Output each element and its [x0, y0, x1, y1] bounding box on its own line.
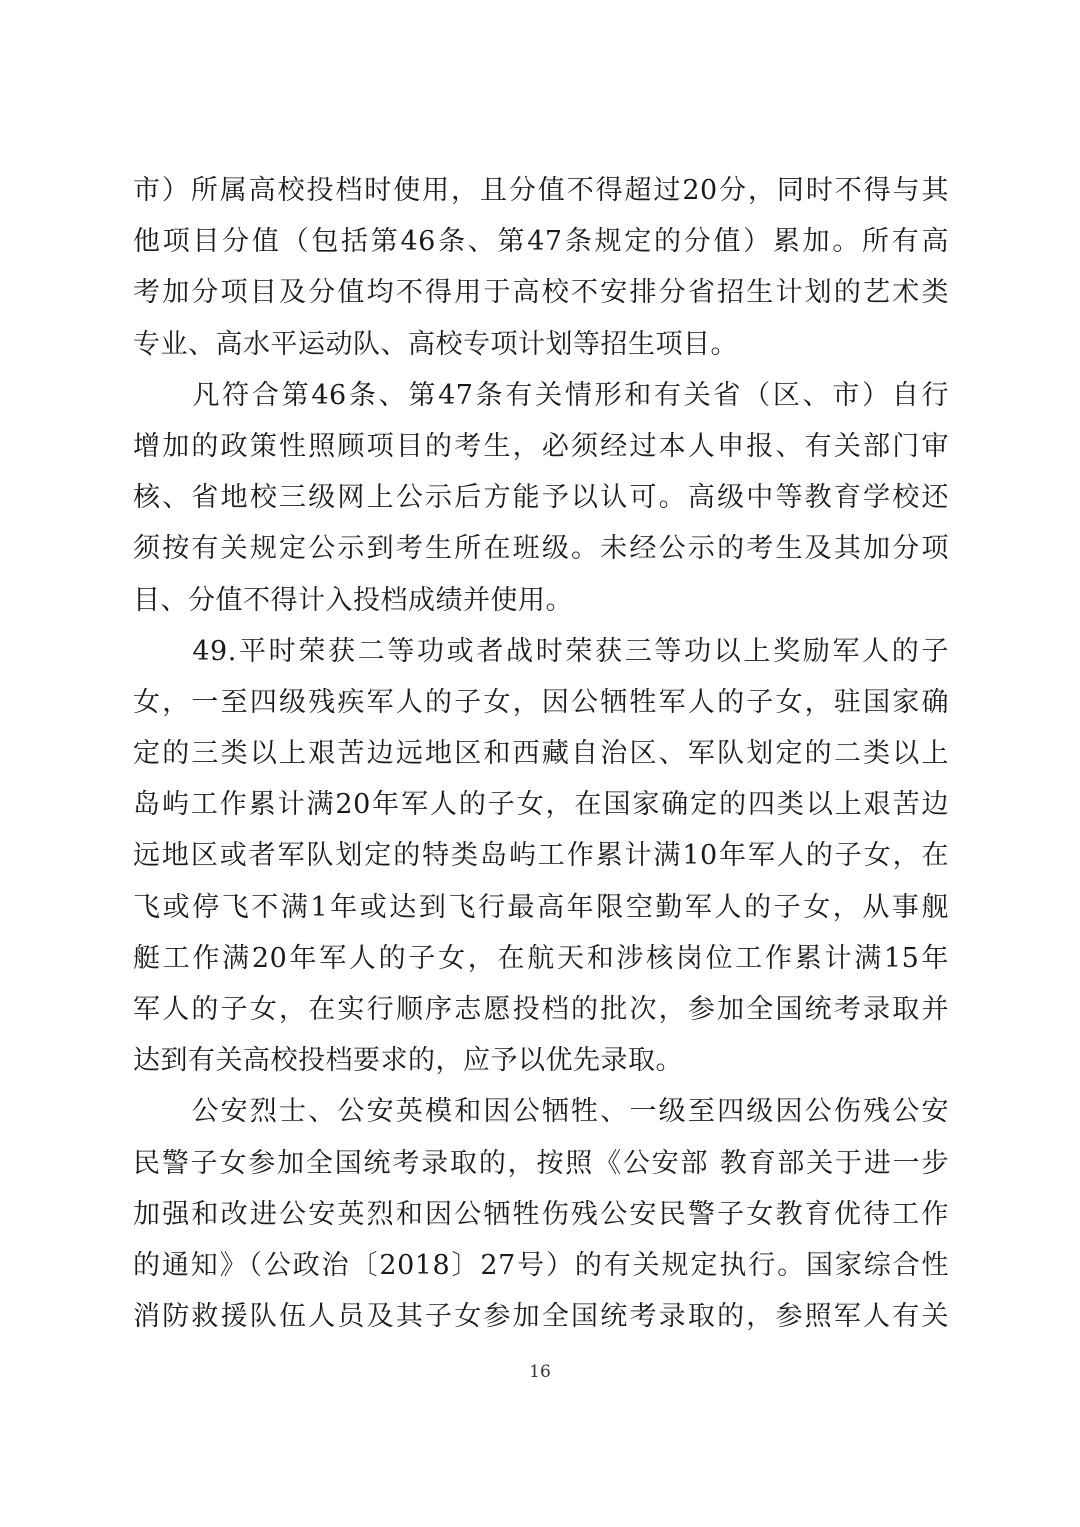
text-line: 考加分项目及分值均不得用于高校不安排分省招生计划的艺术类 — [133, 277, 949, 309]
text-line: 49.平时荣获二等功或者战时荣获三等功以上奖励军人的子 — [133, 635, 949, 667]
text-line: 岛屿工作累计满20年军人的子女，在国家确定的四类以上艰苦边 — [133, 789, 949, 821]
text-line: 远地区或者军队划定的特类岛屿工作累计满10年军人的子女，在 — [133, 840, 949, 872]
document-body — [133, 165, 949, 1342]
text-line: 艇工作满20年军人的子女，在航天和涉核岗位工作累计满15年 — [133, 942, 949, 974]
text-line: 公安烈士、公安英模和因公牺牲、一级至四级因公伤残公安 — [133, 1096, 949, 1128]
text-line: 加强和改进公安英烈和因公牺牲伤残公安民警子女教育优待工作 — [133, 1198, 949, 1230]
text-line: 军人的子女，在实行顺序志愿投档的批次，参加全国统考录取并 — [133, 994, 949, 1025]
text-line: 核、省地校三级网上公示后方能予以认可。高级中等教育学校还 — [133, 482, 949, 514]
text-line: 目、分值不得计入投档成绩并使用。 — [133, 584, 573, 616]
text-line: 增加的政策性照顾项目的考生，必须经过本人申报、有关部门审 — [133, 430, 949, 462]
text-line: 须按有关规定公示到考生所在班级。未经公示的考生及其加分项 — [133, 533, 949, 565]
text-line: 飞或停飞不满1年或达到飞行最高年限空勤军人的子女，从事舰 — [133, 891, 949, 923]
text-line: 专业、高水平运动队、高校专项计划等招生项目。 — [133, 328, 738, 360]
page-number: 16 — [529, 1362, 551, 1382]
text-line: 市）所属高校投档时使用，且分值不得超过20分，同时不得与其 — [133, 175, 949, 206]
text-line: 消防救援队伍人员及其子女参加全国统考录取的，参照军人有关 — [133, 1301, 949, 1333]
text-line: 女，一至四级残疾军人的子女，因公牺牲军人的子女，驻国家确 — [133, 686, 949, 718]
text-line: 他项目分值（包括第46条、第47条规定的分值）累加。所有高 — [133, 226, 949, 258]
text-line: 的通知》（公政治〔2018〕27号）的有关规定执行。国家综合性 — [133, 1249, 949, 1281]
text-line: 达到有关高校投档要求的，应予以优先录取。 — [133, 1045, 683, 1077]
text-line: 凡符合第46条、第47条有关情形和有关省（区、市）自行 — [133, 379, 949, 411]
text-line: 民警子女参加全国统考录取的，按照《公安部 教育部关于进一步 — [133, 1147, 949, 1179]
text-line: 定的三类以上艰苦边远地区和西藏自治区、军队划定的二类以上 — [133, 738, 949, 770]
